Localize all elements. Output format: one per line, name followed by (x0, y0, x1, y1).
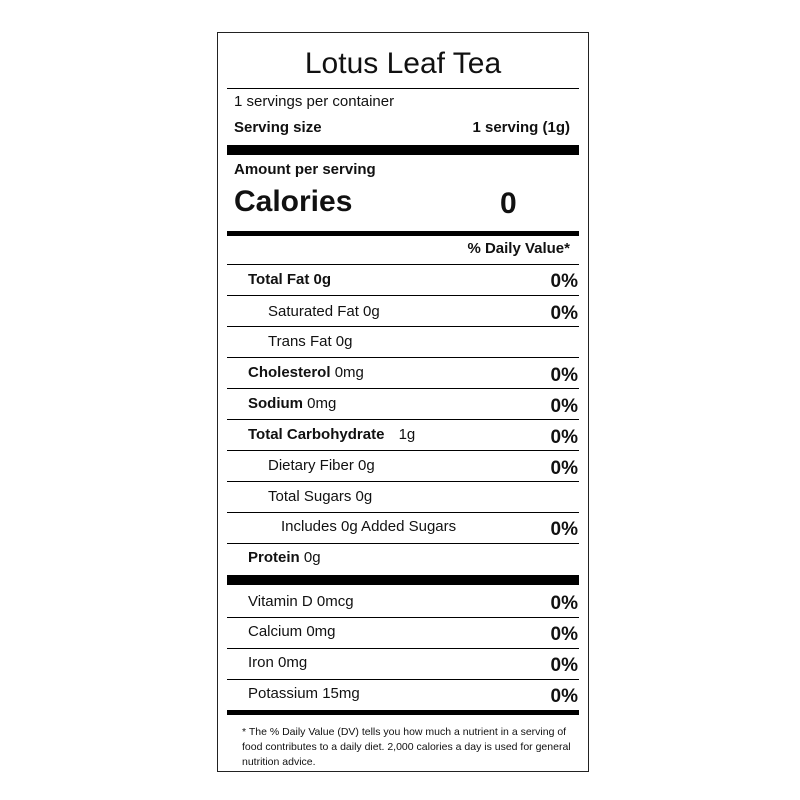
thick-divider (227, 575, 579, 585)
divider (227, 450, 579, 451)
nutrient-trans-fat: Trans Fat 0g (268, 333, 353, 350)
daily-value-header: % Daily Value* (467, 240, 570, 257)
potassium-pct: 0% (550, 686, 578, 707)
servings-per-container: 1 servings per container (234, 93, 395, 110)
product-title: Lotus Leaf Tea (304, 47, 502, 80)
nutrient-total-sugars: Total Sugars 0g (268, 488, 373, 505)
divider (227, 617, 579, 618)
serving-size-label: Serving size (234, 119, 322, 136)
amount-per-serving: Amount per serving (234, 161, 376, 178)
nutrient-added-sugars-pct: 0% (550, 519, 578, 540)
nutrient-sodium-pct: 0% (550, 396, 578, 417)
vitamin-d-pct: 0% (550, 593, 578, 614)
nutrient-sodium-name: Sodium (248, 395, 303, 412)
nutrient-total-carbohydrate-amount: 1g (398, 426, 416, 443)
divider (227, 679, 579, 680)
divider (227, 419, 579, 420)
iron: Iron 0mg (248, 654, 308, 671)
divider (227, 648, 579, 649)
nutrient-total-fat-pct: 0% (550, 271, 578, 292)
nutrient-saturated-fat: Saturated Fat 0g (268, 303, 380, 320)
nutrient-sodium (248, 395, 336, 412)
divider (227, 264, 579, 265)
divider (227, 481, 579, 482)
divider (227, 357, 579, 358)
iron-pct: 0% (550, 655, 578, 676)
nutrient-total-carbohydrate-pct: 0% (550, 427, 578, 448)
serving-size-value: 1 serving (1g) (472, 119, 570, 136)
nutrient-dietary-fiber-pct: 0% (550, 458, 578, 479)
nutrient-cholesterol-amount: 0mg (334, 364, 364, 381)
potassium: Potassium 15mg (248, 685, 360, 702)
calcium-pct: 0% (550, 624, 578, 645)
divider (227, 512, 579, 513)
divider (227, 543, 579, 544)
nutrient-cholesterol (248, 364, 364, 381)
divider (227, 388, 579, 389)
nutrient-protein-amount: 0g (303, 549, 321, 566)
nutrient-total-fat: Total Fat 0g (248, 271, 332, 288)
nutrient-saturated-fat-pct: 0% (550, 303, 578, 324)
nutrient-cholesterol-pct: 0% (550, 365, 578, 386)
divider (227, 326, 579, 327)
nutrient-cholesterol-name: Cholesterol (248, 364, 331, 381)
thick-divider (227, 145, 579, 155)
nutrient-total-carbohydrate-name: Total Carbohydrate (248, 426, 385, 443)
nutrient-total-carbohydrate (248, 426, 415, 443)
calories-label: Calories (234, 185, 353, 218)
nutrition-facts-label (217, 32, 589, 772)
medium-divider (227, 231, 579, 236)
medium-divider (227, 710, 579, 715)
divider (227, 295, 579, 296)
nutrient-protein-name: Protein (248, 549, 300, 566)
nutrient-protein (248, 549, 321, 566)
nutrient-sodium-amount: 0mg (307, 395, 337, 412)
nutrient-dietary-fiber: Dietary Fiber 0g (268, 457, 375, 474)
nutrient-added-sugars: Includes 0g Added Sugars (281, 518, 457, 535)
calories-value: 0 (500, 187, 517, 220)
divider (227, 88, 579, 89)
vitamin-d: Vitamin D 0mcg (248, 593, 354, 610)
calcium: Calcium 0mg (248, 623, 336, 640)
daily-value-footnote: * The % Daily Value (DV) tells you how much a nutrient in a serving of food contributes to a daily diet. 2,000 calories a day is used for general nutrition advice. (242, 726, 571, 768)
